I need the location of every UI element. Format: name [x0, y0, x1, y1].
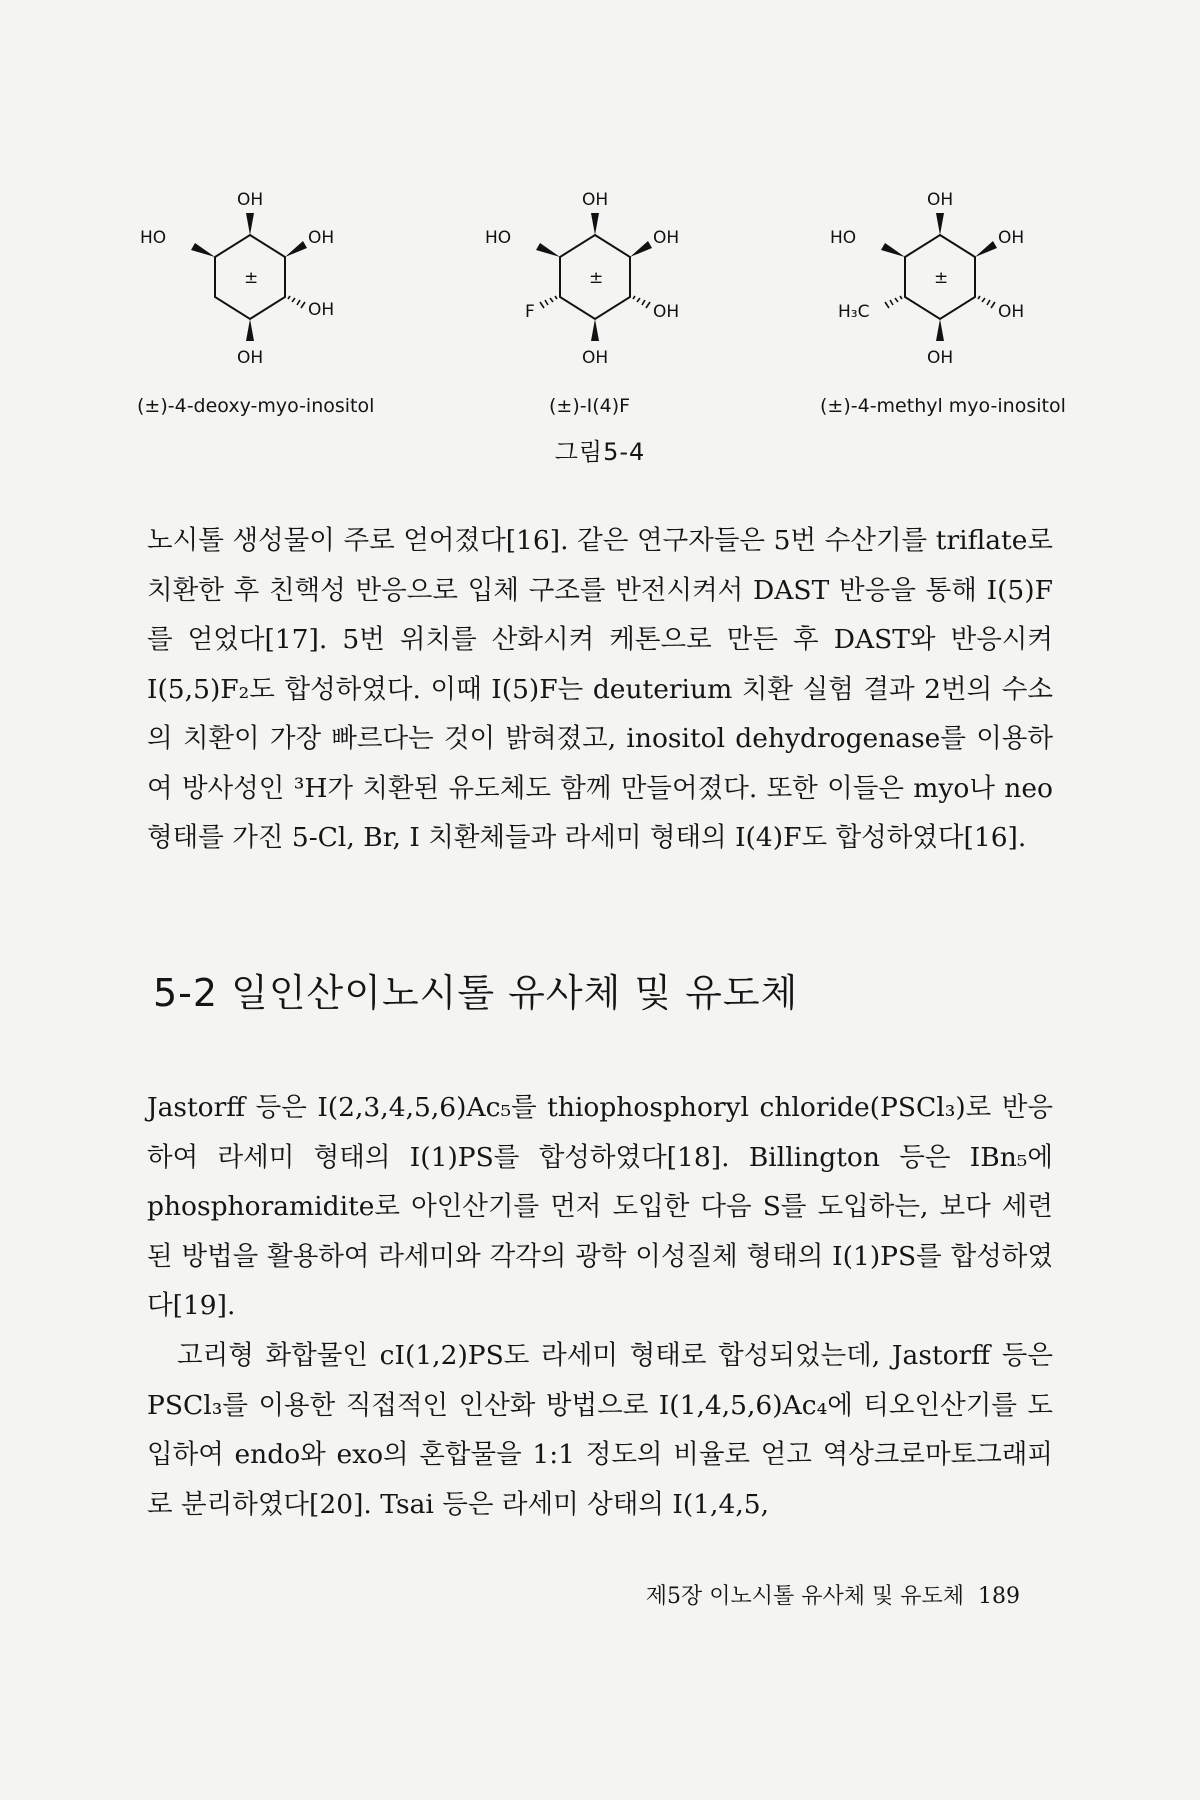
section-heading: 5-2 일인산이노시톨 유사체 및 유도체: [153, 971, 799, 1015]
substituent-lower-right: OH: [308, 300, 335, 320]
structure-i4f: [485, 185, 725, 417]
racemic-mark: ±: [934, 268, 949, 288]
substituent-lower-right: OH: [653, 302, 680, 322]
body-paragraph-1: 노시톨 생성물이 주로 얻어졌다[16]. 같은 연구자들은 5번 수산기를 triflate로 치환한 후 친핵성 반응으로 입체 구조를 반전시켜서 DAST 반응을 통해 I(5)F를 얻었다[17]. 5번 위치를 산화시켜 케톤으로 만든 후 DAST와 반응시켜 I(5,5)F₂도 합성하였다. 이때 I(5)F는 deuterium 치환 실험 결과 2번의 수소의 치환이 가장 빠르다는 것이 밝혀졌고, inositol dehydrogenase를 이용하여 방사성인 ³H가 치환된 유도체도 함께 만들어졌다. 또한 이들은 myo나 neo 형태를 가진 5-Cl, Br, I 치환체들과 라세미 형태의 I(4)F도 합성하였다[16].: [147, 525, 1053, 853]
substituent-bottom: OH: [927, 348, 954, 368]
ring-diagram: [830, 185, 1070, 385]
ring-diagram: [485, 185, 725, 385]
body-paragraph-3: 고리형 화합물인 cI(1,2)PS도 라세미 형태로 합성되었는데, Jastorff 등은 PSCl₃를 이용한 직접적인 인산화 방법으로 I(1,4,5,6)Ac₄에 티오인산기를 도입하여 endo와 exo의 혼합물을 1:1 정도의 비율로 얻고 역상크로마토그래피로 분리하였다[20]. Tsai 등은 라세미 상태의 I(1,4,5,: [147, 1340, 1053, 1520]
substituent-lower-left: F: [525, 302, 535, 322]
structure-4-deoxy-myo-inositol: [137, 185, 380, 417]
compound-caption: (±)-I(4)F: [549, 395, 631, 417]
racemic-mark: ±: [589, 268, 604, 288]
substituent-bottom: OH: [237, 348, 264, 368]
compound-caption: (±)-4-methyl myo-inositol: [820, 395, 1066, 417]
substituent-top: OH: [927, 190, 954, 210]
substituent-upper-right: OH: [998, 228, 1025, 248]
substituent-upper-right: OH: [653, 228, 680, 248]
substituent-lower-left: H₃C: [838, 302, 870, 322]
substituent-bottom: OH: [582, 348, 609, 368]
substituent-upper-left: HO: [485, 228, 512, 248]
figure-structures: [0, 185, 1200, 445]
racemic-mark: ±: [244, 268, 259, 288]
ring-diagram: [140, 185, 380, 385]
substituent-upper-left: HO: [830, 228, 857, 248]
page-footer: [646, 1579, 1020, 1610]
body-paragraph-2: Jastorff 등은 I(2,3,4,5,6)Ac₅를 thiophosphoryl chloride(PSCl₃)로 반응하여 라세미 형태의 I(1)PS를 합성하였다[18]. Billington 등은 IBn₅에 phosphoramidite로 아인산기를 먼저 도입한 다음 S를 도입하는, 보다 세련된 방법을 활용하여 라세미와 각각의 광학 이성질체 형태의 I(1)PS를 합성하였다[19].: [147, 1092, 1053, 1321]
substituent-top: OH: [582, 190, 609, 210]
substituent-upper-left: HO: [140, 228, 167, 248]
running-title: 제5장 이노시톨 유사체 및 유도체: [645, 1584, 964, 1609]
substituent-upper-right: OH: [308, 228, 335, 248]
structure-4-methyl-myo-inositol: [820, 185, 1070, 417]
figure-label: 그림5-4: [554, 438, 646, 466]
page-number: 189: [978, 1584, 1020, 1609]
substituent-lower-right: OH: [998, 302, 1025, 322]
substituent-top: OH: [237, 190, 264, 210]
compound-caption: (±)-4-deoxy-myo-inositol: [137, 395, 375, 417]
